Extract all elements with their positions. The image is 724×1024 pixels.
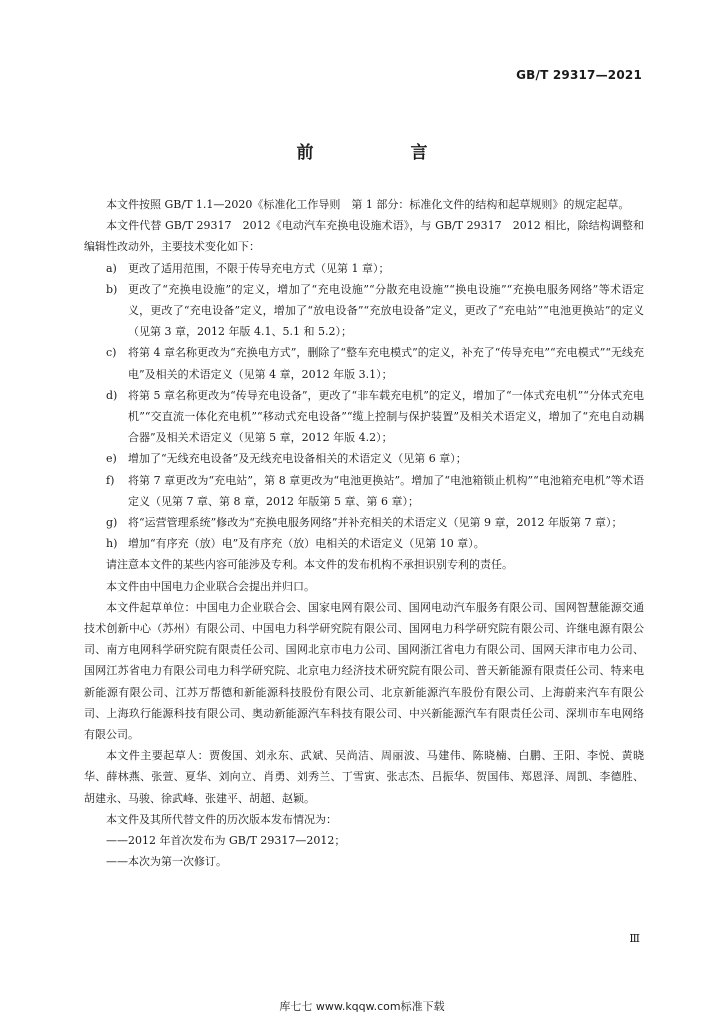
paragraph-patent-notice: 请注意本文件的某些内容可能涉及专利。本文件的发布机构不承担识别专利的责任。: [106, 558, 513, 572]
list-item: [84, 512, 644, 533]
paragraph-drafters: 本文件主要起草人：贾俊国、刘永东、武斌、吴尚洁、周丽波、马建伟、陈晓楠、白鹏、王阳、李悦、黄晓华、薛林燕、张萱、夏华、刘向立、肖勇、刘秀兰、丁雪寅、张志杰、吕振华、贺国伟、郑恩泽、周凯、李德胜、胡建永、马骏、徐武峰、张建平、胡超、赵颖。: [84, 749, 644, 805]
list-item: [84, 533, 644, 554]
list-item-label: d): [106, 388, 118, 402]
foreword-body: [84, 194, 644, 873]
list-item-text: 更改了适用范围，不限于传导充电方式（见第 1 章）；: [128, 261, 390, 275]
list-item-label: f): [106, 473, 115, 487]
list-item: [84, 385, 644, 449]
list-item: [84, 258, 644, 279]
paragraph-drafting-rules: 本文件按照 GB/T 1.1—2020《标准化工作导则 第 1 部分：标准化文件的结构和起草规则》的规定起草。: [106, 198, 630, 211]
list-item-text: 增加了“无线充电设备”及无线充电设备相关的术语定义（见第 6 章）；: [128, 452, 467, 466]
list-item-text: 将第 5 章名称更改为“传导充电设备”，更改了“非车载充电机”的定义，增加了“一体式充电机”“分体式充电机”“交直流一体化充电机”“移动式充电设备”“缆上控制与保护装置”及相关术语定义，增加了“充电自动耦合器”及相关术语定义（见第 5 章，2012 年版 4.2）；: [128, 388, 644, 445]
list-item-text: 将“运营管理系统”修改为“充换电服务网络”并补充相关的术语定义（见第 9 章，2012 年版第 7 章）；: [128, 516, 623, 530]
list-item-text: 将第 7 章更改为“充电站”，第 8 章更改为“电池更换站”。增加了“电池箱锁止机构”“电池箱充电机”等术语定义（见第 7 章、第 8 章，2012 年版第 5 章、第 6 章）；: [128, 473, 644, 508]
page-title: 前 言: [296, 143, 468, 163]
list-item-label: b): [106, 282, 118, 296]
list-item-label: a): [106, 261, 117, 275]
list-item-text: 更改了“充换电设施”的定义，增加了“充电设施”“分散充电设施”“换电设施”“充换电服务网络”等术语定义，更改了“充电设备”定义，增加了“放电设备”“充放电设备”定义，更改了“充电站”“电池更换站”的定义（见第 3 章，2012 年版 4.1、5.1 和 5.2）；: [128, 282, 644, 339]
watermark-text: 库七七 www.kqqw.com标准下载: [279, 1000, 445, 1013]
list-item: [84, 470, 644, 512]
page-number: Ⅲ: [629, 932, 640, 945]
list-item-label: g): [106, 516, 118, 530]
list-item-text: 将第 4 章名称更改为“充换电方式”，删除了“整车充电模式”的定义，补充了“传导充电”“充电模式”“无线充电”及相关的术语定义（见第 4 章，2012 年版 3.1）；: [128, 346, 644, 381]
list-item-label: h): [106, 537, 118, 551]
list-item: [84, 448, 644, 469]
paragraph-replacement: 本文件代替 GB/T 29317 2012《电动汽车充换电设施术语》，与 GB/T 29317 2012 相比，除结构调整和编辑性改动外，主要技术变化如下：: [84, 219, 644, 254]
paragraph-drafting-organizations: 本文件起草单位：中国电力企业联合会、国家电网有限公司、国网电动汽车服务有限公司、国网智慧能源交通技术创新中心（苏州）有限公司、中国电力科学研究院有限公司、国网电力科学研究院有限公司、许继电源有限公司、南方电网科学研究院有限责任公司、国网北京市电力公司、国网浙江省电力有限公司、国网天津市电力公司、国网江苏省电力有限公司电力科学研究院、北京电力经济技术研究院有限公司、普天新能源有限责任公司、特来电新能源有限公司、江苏万帮德和新能源科技股份有限公司、北京新能源汽车股份有限公司、上海蔚来汽车有限公司、上海玖行能源科技有限公司、奥动新能源汽车科技有限公司、中兴新能源汽车有限责任公司、深圳市车电网络有限公司。: [84, 600, 644, 742]
list-item-label: e): [106, 452, 117, 466]
list-item: [84, 279, 644, 343]
paragraph-history-intro: 本文件及其所代替文件的历次版本发布情况为：: [106, 812, 337, 826]
standard-number: GB/T 29317—2021: [516, 68, 642, 82]
history-item: ——2012 年首次发布为 GB/T 29317—2012；: [106, 834, 346, 848]
change-list: [84, 258, 644, 555]
history-item: ——本次为第一次修订。: [106, 855, 227, 869]
paragraph-proposer: 本文件由中国电力企业联合会提出并归口。: [106, 579, 315, 593]
list-item: [84, 342, 644, 384]
list-item-label: c): [106, 346, 117, 360]
list-item-text: 增加“有序充（放）电”及有序充（放）电相关的术语定义（见第 10 章）。: [128, 537, 485, 551]
